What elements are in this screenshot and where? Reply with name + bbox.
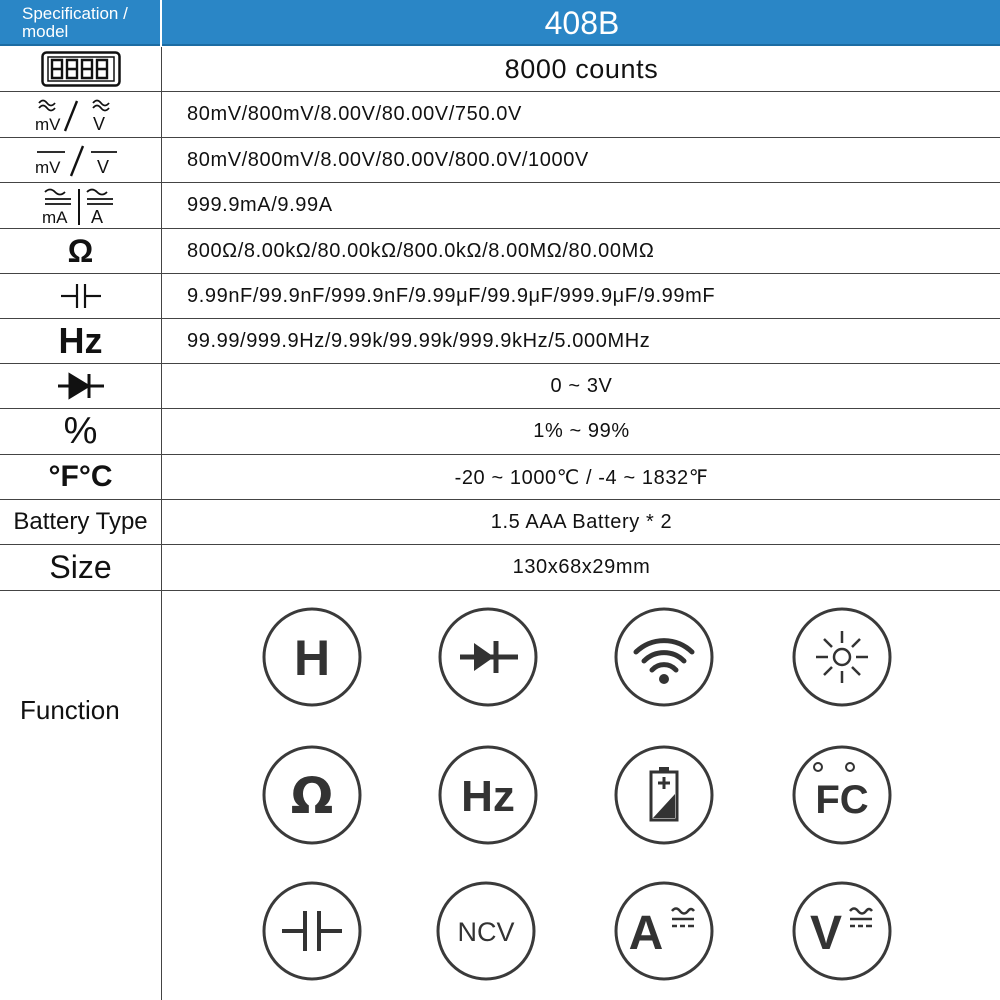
spec-value: 0 ~ 3V: [550, 374, 613, 397]
current-icon: [614, 881, 714, 981]
spec-row-ac-voltage: [0, 92, 1000, 138]
spec-value: 1% ~ 99%: [533, 420, 630, 442]
capacitor-icon: [59, 280, 103, 312]
ac-dc-current-icon: [39, 185, 123, 227]
temperature-function-icon: [792, 745, 892, 845]
spec-table-header: [0, 0, 1000, 46]
spec-value: -20 ~ 1000℃ / -4 ~ 1832℉: [454, 466, 709, 489]
spec-value: 1.5 AAA Battery * 2: [490, 510, 673, 533]
svg-text:V: V: [809, 907, 843, 960]
svg-text:V: V: [96, 157, 109, 177]
spec-row-dc-voltage: [0, 138, 1000, 183]
ncv-icon: [436, 881, 536, 981]
header-label: Specification / model: [0, 0, 162, 46]
spec-value: 999.9mA/9.99A: [187, 194, 333, 216]
spec-row-temperature: [0, 455, 1000, 500]
svg-text:V: V: [92, 113, 105, 134]
spec-value: 80mV/800mV/8.00V/80.00V/800.0V/1000V: [187, 148, 589, 171]
svg-text:A: A: [90, 206, 103, 227]
battery-test-icon: [614, 745, 714, 845]
model-name: 408B: [544, 5, 620, 41]
spec-value: 8000 counts: [504, 53, 659, 84]
spec-row-display: [0, 47, 1000, 92]
svg-text:Ω: Ω: [290, 767, 334, 825]
spec-row-current: [0, 183, 1000, 229]
spec-row-battery: [0, 500, 1000, 545]
voltage-icon: [792, 881, 892, 981]
ac-voltage-icon: [33, 95, 129, 135]
spec-row-size: [0, 545, 1000, 591]
percent-icon: %: [63, 410, 98, 452]
spec-row-resistance: [0, 229, 1000, 274]
dc-voltage-icon: [33, 140, 129, 180]
size-label: Size: [49, 549, 112, 585]
spec-value: 130x68x29mm: [512, 556, 651, 578]
spec-value: 800Ω/8.00kΩ/80.00kΩ/800.0kΩ/8.00MΩ/80.00MΩ: [187, 239, 655, 262]
svg-text:Hz: Hz: [461, 772, 515, 821]
temperature-icon: °F°C: [48, 460, 113, 493]
svg-text:FC: FC: [815, 778, 869, 822]
svg-text:mV: mV: [34, 114, 60, 134]
backlight-icon: [792, 607, 892, 707]
svg-text:mA: mA: [41, 207, 67, 227]
spec-row-duty-cycle: [0, 409, 1000, 455]
battery-type-label: Battery Type: [13, 508, 148, 535]
frequency-function-icon: [438, 745, 538, 845]
spec-value: 99.99/999.9Hz/9.99k/99.99k/999.9kHz/5.000MHz: [187, 329, 651, 352]
spec-row-diode: [0, 364, 1000, 409]
svg-text:mV: mV: [34, 158, 60, 177]
svg-text:H: H: [293, 630, 331, 686]
spec-value: 80mV/800mV/8.00V/80.00V/750.0V: [187, 103, 522, 125]
diode-icon: [56, 371, 106, 401]
spec-row-frequency: [0, 319, 1000, 364]
ncv-wireless-icon: [614, 607, 714, 707]
ohm-icon: Ω: [67, 232, 94, 269]
data-hold-icon: [262, 607, 362, 707]
svg-text:NCV: NCV: [457, 917, 515, 947]
capacitance-icon: [262, 881, 362, 981]
spec-row-capacitance: [0, 274, 1000, 319]
lcd-display-icon: [41, 51, 121, 87]
spec-value: 9.99nF/99.9nF/999.9nF/9.99μF/99.9μF/999.9μF/9.99mF: [187, 284, 716, 307]
resistance-icon: [262, 745, 362, 845]
diode-test-icon: [438, 607, 538, 707]
function-label: Function: [20, 695, 120, 725]
function-section: [0, 591, 1000, 1000]
svg-text:A: A: [628, 907, 664, 960]
frequency-icon: Hz: [58, 320, 103, 361]
